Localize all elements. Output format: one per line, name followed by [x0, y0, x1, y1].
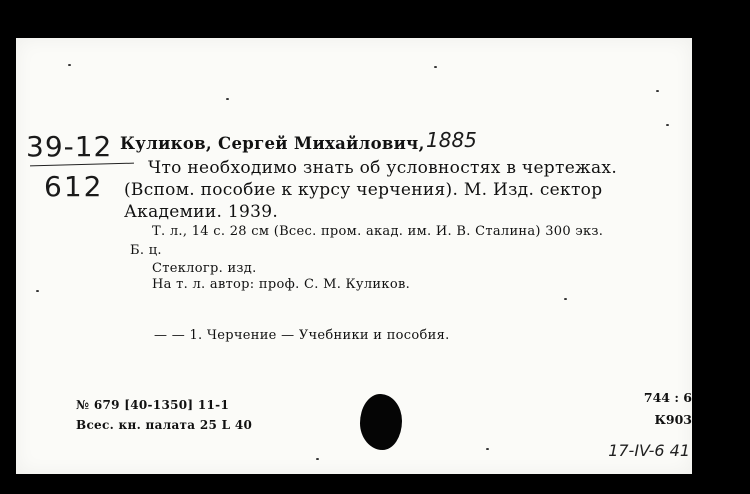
details-line-3: Стеклогр. изд.: [152, 261, 257, 276]
speck: [36, 290, 39, 292]
details-line-1: Т. л., 14 с. 28 см (Всес. пром. акад. им. И. В. Сталина) 300 экз.: [152, 224, 604, 239]
footer-chamber: Всес. кн. палата 25 L 40: [76, 418, 253, 432]
footer-number: № 679 [40-1350] 11-1: [76, 398, 230, 412]
speck: [656, 90, 659, 92]
call-number-top: 39-12: [26, 130, 113, 163]
speck: [486, 448, 489, 450]
speck: [68, 64, 71, 66]
author-name: Куликов, Сергей Михайлович,: [120, 134, 425, 153]
speck: [226, 98, 229, 100]
catalog-card: [16, 38, 692, 474]
call-number-bottom: 612: [44, 170, 104, 203]
class-number-top: 744 : 6: [643, 390, 692, 405]
subject-heading: — — 1. Черчение — Учебники и пособия.: [154, 328, 450, 343]
speck: [666, 124, 669, 126]
ink-blot: [360, 394, 402, 450]
author-year-handwritten: 1885: [426, 128, 477, 152]
call-number-divider: [30, 163, 134, 167]
speck: [434, 66, 437, 68]
speck: [564, 298, 567, 300]
title-line-1: Что необходимо знать об условностях в чертежах.: [148, 158, 618, 178]
handwritten-note-bottom: 17-IV-6 41: [608, 441, 690, 460]
details-line-2: Б. ц.: [130, 243, 162, 258]
title-line-2: (Вспом. пособие к курсу черчения). М. Изд. сектор: [124, 180, 603, 200]
title-line-3: Академии. 1939.: [124, 202, 279, 222]
details-line-4: На т. л. автор: проф. С. М. Куликов.: [152, 277, 410, 292]
speck: [316, 458, 319, 460]
class-number-bottom: К903: [654, 412, 692, 427]
